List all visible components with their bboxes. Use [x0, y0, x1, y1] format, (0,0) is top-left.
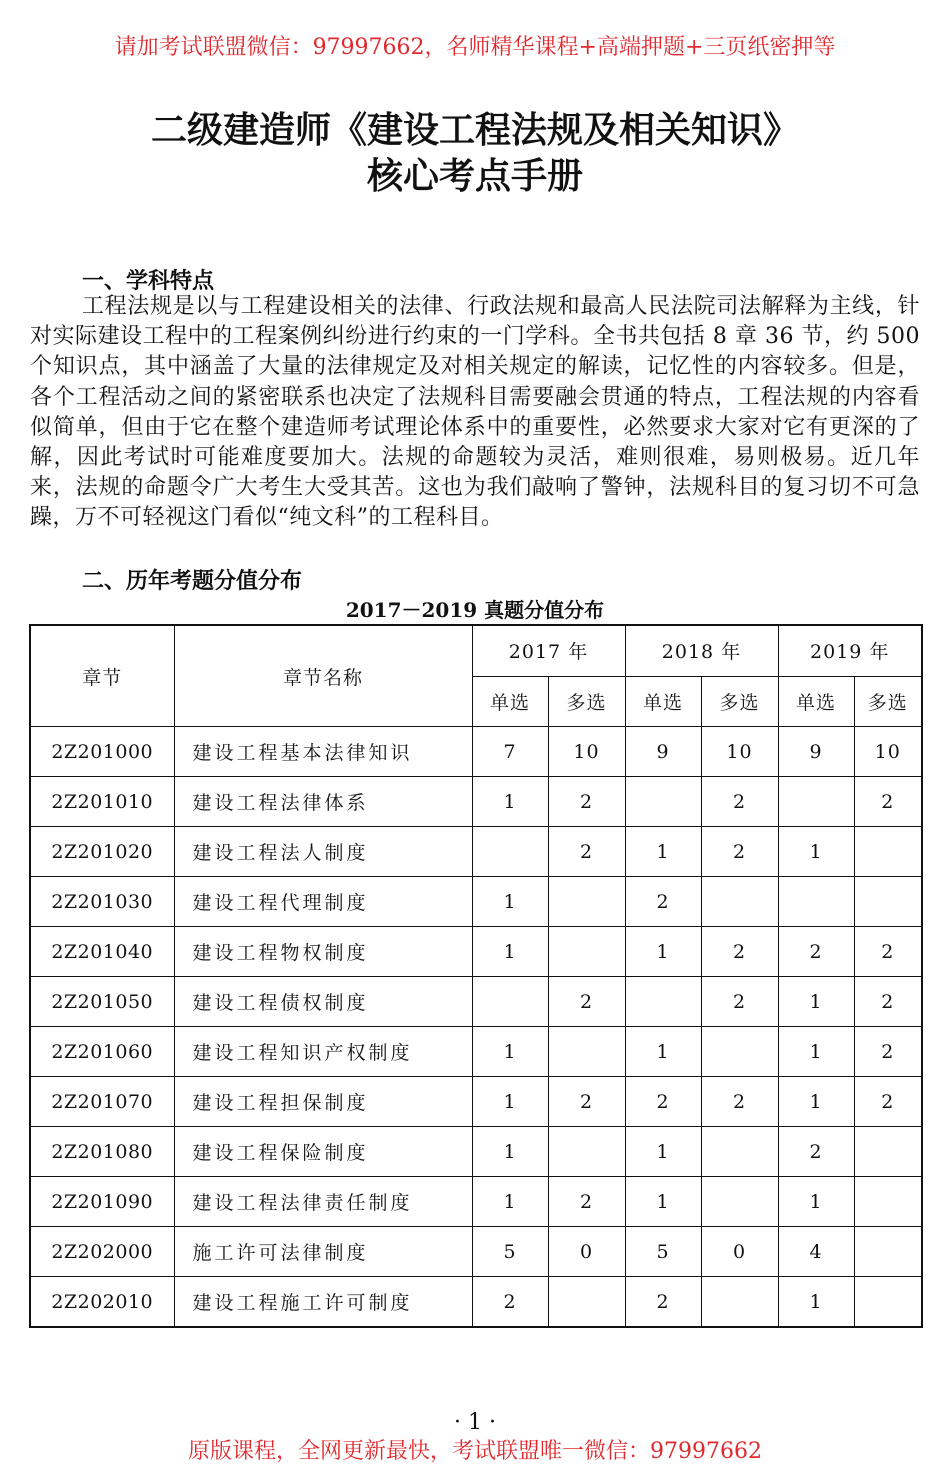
chapter-name-cell: 建设工程施工许可制度	[174, 1277, 472, 1328]
score-cell: 2	[701, 977, 778, 1027]
score-cell: 2	[625, 1077, 701, 1127]
footer-banner: 原版课程，全网更新最快，考试联盟唯一微信：97997662	[188, 1439, 762, 1464]
score-cell: 2	[701, 927, 778, 977]
score-cell: 1	[778, 1277, 854, 1328]
chapter-code-cell: 2Z201040	[30, 927, 174, 977]
score-cell: 1	[472, 927, 548, 977]
score-cell: 0	[548, 1227, 625, 1277]
chapter-code-cell: 2Z201060	[30, 1027, 174, 1077]
score-cell: 10	[548, 727, 625, 777]
score-cell: 2	[548, 1077, 625, 1127]
score-cell	[778, 777, 854, 827]
score-cell: 1	[472, 1177, 548, 1227]
score-cell	[701, 1127, 778, 1177]
score-cell: 1	[778, 827, 854, 877]
score-cell	[701, 1277, 778, 1328]
score-cell: 2	[548, 777, 625, 827]
table-row	[30, 1077, 922, 1127]
score-cell: 1	[778, 977, 854, 1027]
score-cell	[548, 1127, 625, 1177]
score-cell	[701, 1177, 778, 1227]
table-row	[30, 1127, 922, 1177]
score-cell: 1	[778, 1177, 854, 1227]
chapter-code-cell: 2Z201000	[30, 727, 174, 777]
chapter-code-cell: 2Z201020	[30, 827, 174, 877]
score-cell: 1	[778, 1077, 854, 1127]
document-title-line1: 二级建造师《建设工程法规及相关知识》	[150, 109, 799, 151]
score-cell: 1	[472, 1077, 548, 1127]
score-cell	[548, 927, 625, 977]
score-cell: 1	[625, 1127, 701, 1177]
header-single-choice: 单选	[625, 676, 701, 727]
chapter-code-cell: 2Z201030	[30, 877, 174, 927]
header-year-2017: 2017 年	[472, 625, 625, 676]
score-cell: 9	[625, 727, 701, 777]
chapter-name-cell: 建设工程法律体系	[174, 777, 472, 827]
score-cell: 2	[701, 1077, 778, 1127]
table-row	[30, 977, 922, 1027]
score-cell: 1	[625, 1177, 701, 1227]
score-cell	[854, 1127, 922, 1177]
score-cell: 1	[625, 927, 701, 977]
page-number: · 1 ·	[454, 1410, 496, 1435]
score-cell: 5	[472, 1227, 548, 1277]
subject-features-paragraph: 工程法规是以与工程建设相关的法律、行政法规和最高人民法院司法解释为主线，针对实际建设工程中的工程案例纠纷进行约束的一门学科。全书共包括 8 章 36 节，约 500 个知识点，其中涵盖了大量的法律规定及对相关规定的解读，记忆性的内容较多。但是，各个工程活动之间的紧密联系也决定了法规科目需要融会贯通的特点，工程法规的内容看似简单，但由于它在整个建造师考试理论体系中的重要性，必然要求大家对它有更深的了解，因此考试时可能难度要加大。法规的命题较为灵活，难则很难，易则极易。近几年来，法规的命题令广大考生大受其苦。这也为我们敲响了警钟，法规科目的复习切不可急躁，万不可轻视这门看似“纯文科”的工程科目。	[30, 294, 920, 531]
table-body	[30, 727, 922, 1328]
document-title-line2: 核心考点手册	[366, 155, 583, 197]
table-header-row-1	[30, 625, 922, 676]
table-row	[30, 1177, 922, 1227]
chapter-name-cell: 建设工程物权制度	[174, 927, 472, 977]
chapter-name-cell: 建设工程法律责任制度	[174, 1177, 472, 1227]
score-cell	[701, 1027, 778, 1077]
score-cell: 2	[548, 827, 625, 877]
chapter-name-cell: 建设工程知识产权制度	[174, 1027, 472, 1077]
score-cell: 2	[854, 1027, 922, 1077]
table-row	[30, 777, 922, 827]
score-cell	[472, 827, 548, 877]
score-cell: 2	[548, 1177, 625, 1227]
score-cell: 9	[778, 727, 854, 777]
table-row	[30, 927, 922, 977]
score-cell	[548, 1277, 625, 1328]
score-cell: 1	[625, 1027, 701, 1077]
score-cell: 1	[472, 1127, 548, 1177]
chapter-code-cell: 2Z201090	[30, 1177, 174, 1227]
score-cell	[854, 1277, 922, 1328]
score-cell: 2	[854, 777, 922, 827]
chapter-code-cell: 2Z202010	[30, 1277, 174, 1328]
table-row	[30, 877, 922, 927]
score-cell: 2	[701, 777, 778, 827]
score-cell: 1	[472, 777, 548, 827]
score-cell: 2	[625, 877, 701, 927]
score-cell: 1	[625, 827, 701, 877]
score-cell: 2	[472, 1277, 548, 1328]
chapter-name-cell: 建设工程保险制度	[174, 1127, 472, 1177]
header-year-2019: 2019 年	[778, 625, 922, 676]
header-chapter: 章节	[30, 625, 174, 727]
chapter-code-cell: 2Z201070	[30, 1077, 174, 1127]
chapter-name-cell: 建设工程债权制度	[174, 977, 472, 1027]
header-multiple-choice: 多选	[854, 676, 922, 727]
table-title: 2017－2019 真题分值分布	[345, 598, 605, 622]
score-cell: 2	[854, 1077, 922, 1127]
score-cell	[548, 877, 625, 927]
header-multiple-choice: 多选	[701, 676, 778, 727]
chapter-code-cell: 2Z201080	[30, 1127, 174, 1177]
score-cell: 10	[854, 727, 922, 777]
table-row	[30, 727, 922, 777]
score-cell: 2	[778, 1127, 854, 1177]
score-cell	[701, 877, 778, 927]
header-single-choice: 单选	[472, 676, 548, 727]
score-cell: 1	[778, 1027, 854, 1077]
score-cell: 2	[625, 1277, 701, 1328]
header-year-2018: 2018 年	[625, 625, 778, 676]
chapter-name-cell: 建设工程担保制度	[174, 1077, 472, 1127]
chapter-name-cell: 施工许可法律制度	[174, 1227, 472, 1277]
chapter-name-cell: 建设工程基本法律知识	[174, 727, 472, 777]
chapter-code-cell: 2Z201010	[30, 777, 174, 827]
score-cell	[778, 877, 854, 927]
score-cell: 5	[625, 1227, 701, 1277]
score-cell: 2	[701, 827, 778, 877]
score-cell	[548, 1027, 625, 1077]
table-row	[30, 1227, 922, 1277]
score-cell: 1	[472, 877, 548, 927]
score-cell: 2	[548, 977, 625, 1027]
score-cell	[472, 977, 548, 1027]
table-row	[30, 827, 922, 877]
score-cell: 2	[854, 977, 922, 1027]
table-row	[30, 1277, 922, 1328]
header-multiple-choice: 多选	[548, 676, 625, 727]
header-chapter-name: 章节名称	[174, 625, 472, 727]
chapter-code-cell: 2Z202000	[30, 1227, 174, 1277]
score-cell	[625, 777, 701, 827]
chapter-name-cell: 建设工程法人制度	[174, 827, 472, 877]
score-cell	[854, 827, 922, 877]
score-cell	[854, 877, 922, 927]
score-cell: 0	[701, 1227, 778, 1277]
score-cell: 2	[778, 927, 854, 977]
header-single-choice: 单选	[778, 676, 854, 727]
score-cell: 4	[778, 1227, 854, 1277]
score-cell	[854, 1227, 922, 1277]
score-cell: 2	[854, 927, 922, 977]
score-cell: 7	[472, 727, 548, 777]
score-cell	[854, 1177, 922, 1227]
score-cell	[625, 977, 701, 1027]
table-row	[30, 1027, 922, 1077]
header-banner: 请加考试联盟微信：97997662，名师精华课程+高端押题+三页纸密押等	[114, 35, 836, 60]
score-distribution-table	[29, 624, 923, 1328]
chapter-code-cell: 2Z201050	[30, 977, 174, 1027]
section-heading-score-distribution: 二、历年考题分值分布	[82, 569, 303, 594]
score-cell: 10	[701, 727, 778, 777]
score-cell: 1	[472, 1027, 548, 1077]
chapter-name-cell: 建设工程代理制度	[174, 877, 472, 927]
section-heading-subject-features: 一、学科特点	[82, 269, 215, 294]
